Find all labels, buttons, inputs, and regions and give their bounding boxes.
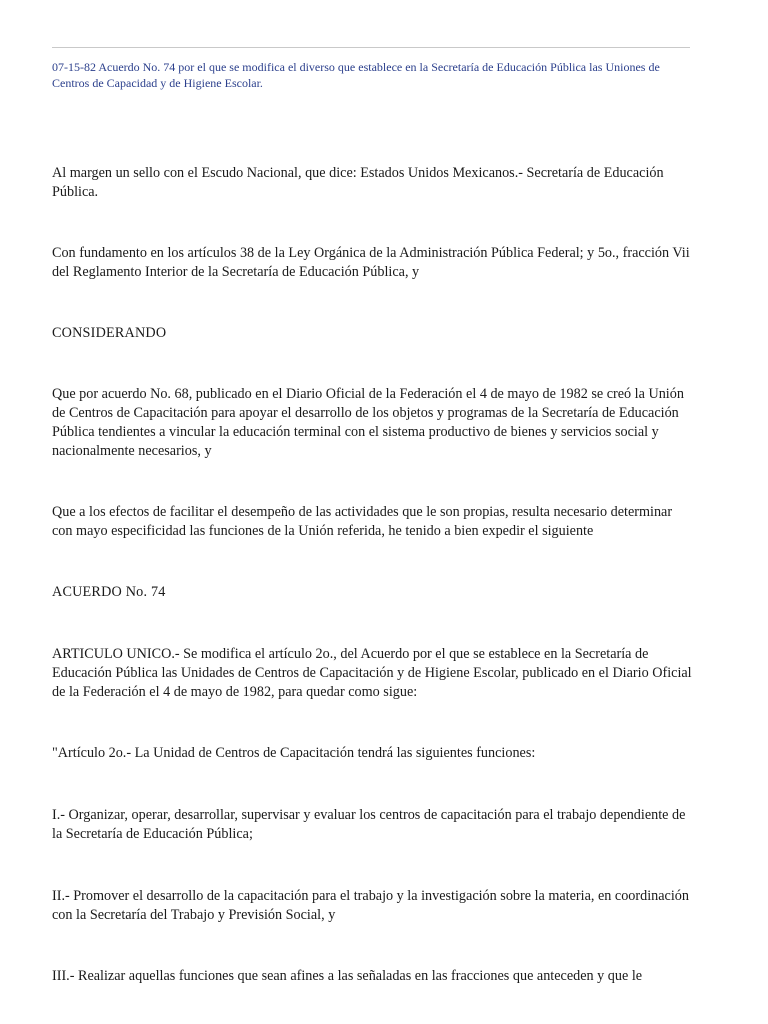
paragraph-articulo-2o: "Artículo 2o.- La Unidad de Centros de Capacitación tendrá las siguientes funciones: xyxy=(52,745,536,761)
heading-acuerdo: ACUERDO No. 74 xyxy=(52,584,166,600)
paragraph-fraccion-ii: II.- Promover el desarrollo de la capacitación para el trabajo y la investigación sobre la materia, en coordinación con la Secretaría del Trabajo y Previsión Social, y xyxy=(52,888,689,923)
top-divider xyxy=(52,47,690,48)
paragraph-legal-basis: Con fundamento en los artículos 38 de la Ley Orgánica de la Administración Pública Federal; y 5o., fracción Vii del Reglamento Interior de la Secretaría de Educación Pública, y xyxy=(52,245,690,280)
paragraph-fraccion-iii: III.- Realizar aquellas funciones que sean afines a las señaladas en las fracciones que anteceden y que le xyxy=(52,968,643,984)
paragraph-articulo-unico: ARTICULO UNICO.- Se modifica el artículo 2o., del Acuerdo por el que se establece en la Secretaría de Educación Pública las Unidades de Centros de Capacitación y de Higiene Escolar, publicado en el Diario Oficial de la Federación el 4 de mayo de 1982, para quedar como sigue: xyxy=(52,646,692,700)
paragraph-considerando-1: Que por acuerdo No. 68, publicado en el Diario Oficial de la Federación el 4 de mayo de 1982 se creó la Unión de Centros de Capacitación para apoyar el desarrollo de los objetos y programas de la Secretaría de Educación Pública tendientes a vincular la educación terminal con el sistema productivo de bienes y servicios social y nacionalmente necesarios, y xyxy=(52,386,684,459)
document-page xyxy=(52,0,692,1024)
document-title-link[interactable]: 07-15-82 Acuerdo No. 74 por el que se modifica el diverso que establece en la Secretaría de Educación Pública las Uniones de Centros de Capacidad y de Higiene Escolar. xyxy=(52,60,660,90)
paragraph-considerando-2: Que a los efectos de facilitar el desempeño de las actividades que le son propias, resulta necesario determinar con mayo especificidad las funciones de la Unión referida, he tenido a bien expedir el siguiente xyxy=(52,504,673,539)
heading-considerando: CONSIDERANDO xyxy=(52,325,167,341)
paragraph-seal: Al margen un sello con el Escudo Nacional, que dice: Estados Unidos Mexicanos.- Secretaría de Educación Pública. xyxy=(52,165,664,200)
paragraph-fraccion-i: I.- Organizar, operar, desarrollar, supervisar y evaluar los centros de capacitación para el trabajo dependiente de la Secretaría de Educación Pública; xyxy=(52,807,686,842)
